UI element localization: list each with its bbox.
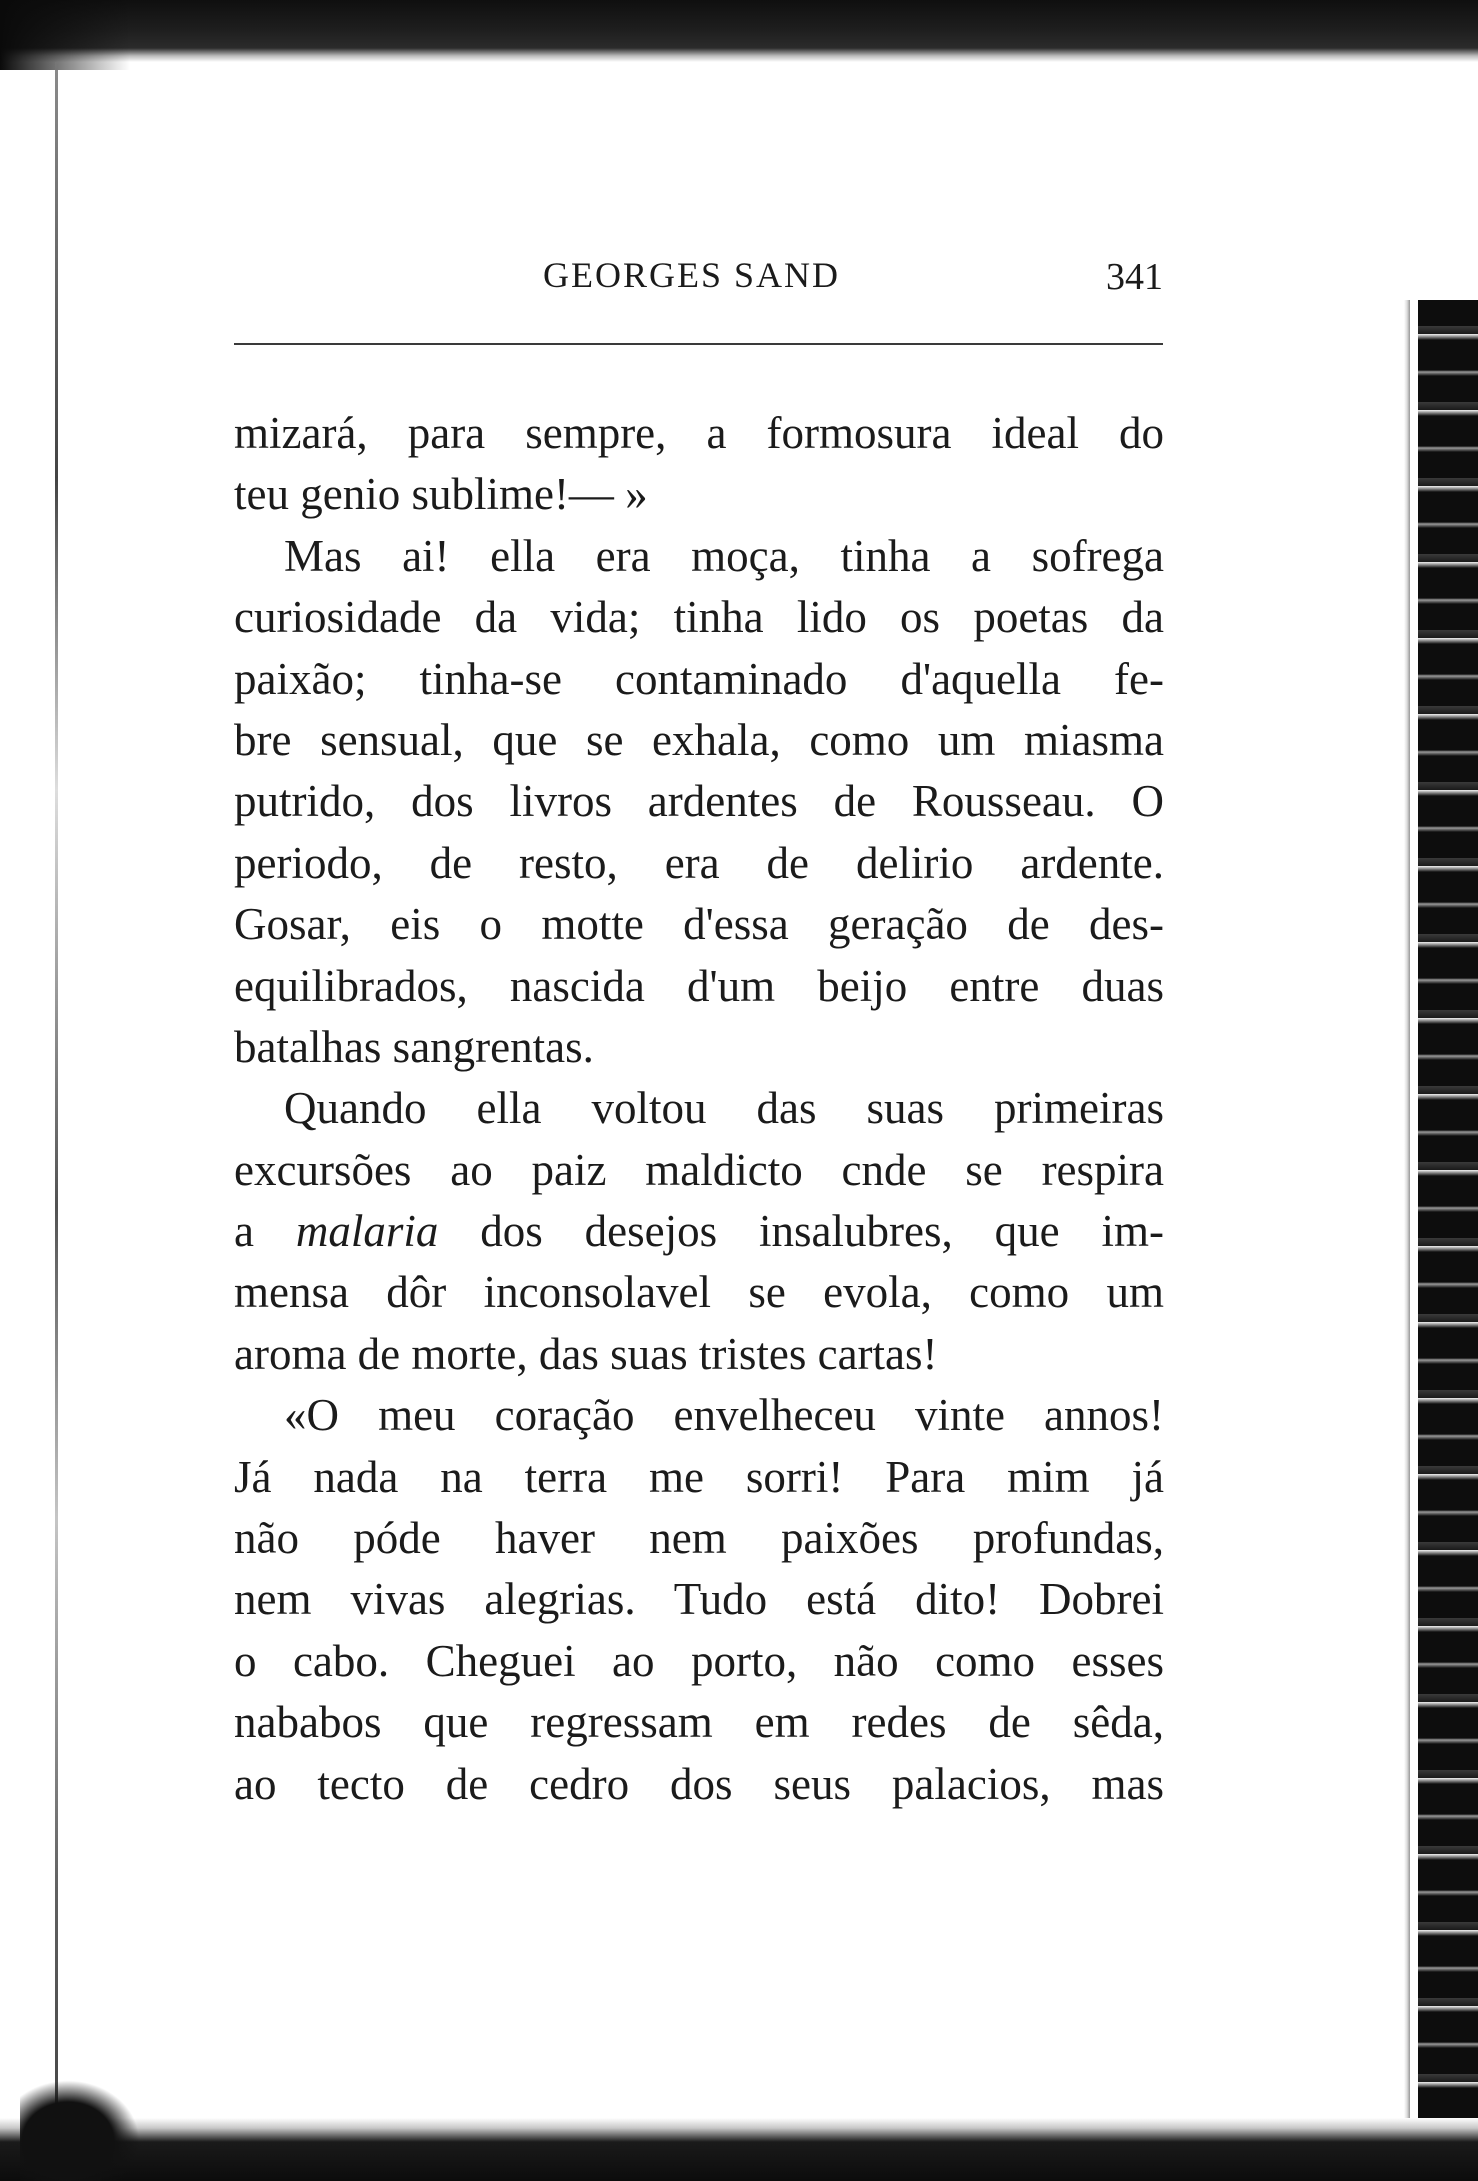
text-line: paixão; tinha-se contaminado d'aquella fe- [234,653,1164,704]
text-line-segment: dos desejos insalubres, que im- [438,1206,1164,1257]
text-line: putrido, dos livros ardentes de Rousseau. O [234,776,1164,827]
text-line: o cabo. Cheguei ao porto, não como esses [234,1635,1164,1686]
text-line: excursões ao paiz maldicto cnde se respira [234,1144,1164,1195]
page-number: 341 [1106,256,1163,298]
italic-word: malaria [295,1206,439,1257]
text-line: Mas ai! ella era moça, tinha a sofrega [284,530,1164,581]
scan-left-edge [55,62,58,2142]
text-line: não póde haver nem paixões profundas, [234,1513,1164,1564]
scan-right-gutter [1404,300,1410,2181]
text-line: curiosidade da vida; tinha lido os poetas da [234,592,1164,643]
running-head [0,250,1478,300]
text-line: teu genio sublime!— » [234,469,648,520]
text-line: nem vivas alegrias. Tudo está dito! Dobrei [234,1574,1164,1625]
text-line: nababos que regressam em redes de sêda, [234,1697,1164,1748]
scan-bottom-corner-shadow [20,2080,140,2181]
text-line: equilibrados, nascida d'um beijo entre duas [234,960,1164,1011]
text-line: «O meu coração envelheceu vinte annos! [284,1390,1164,1441]
text-line: bre sensual, que se exhala, como um miasma [234,714,1164,765]
header-rule [234,343,1163,345]
scan-top-border [0,0,1478,62]
scan-bottom-border [0,2118,1478,2181]
scan-right-page-edges [1418,300,1478,2181]
text-line: Já nada na terra me sorri! Para mim já [234,1451,1164,1502]
text-line [234,1201,1164,1262]
body-text [234,403,1164,1815]
text-line: mizará, para sempre, a formosura ideal do [234,408,1164,458]
text-line: aroma de morte, das suas tristes cartas! [234,1328,938,1379]
text-line-segment: a [234,1206,296,1257]
text-line: Gosar, eis o motte d'essa geração de des- [234,899,1164,950]
text-line: batalhas sangrentas. [234,1021,594,1072]
running-head-title: GEORGES SAND [543,255,841,295]
text-line: Quando ella voltou das suas primeiras [284,1083,1164,1134]
text-line: ao tecto de cedro dos seus palacios, mas [234,1758,1164,1809]
text-line: periodo, de resto, era de delirio ardente. [234,837,1164,888]
scan-top-corner-shadow [0,0,130,70]
text-line: mensa dôr inconsolavel se evola, como um [234,1267,1164,1318]
